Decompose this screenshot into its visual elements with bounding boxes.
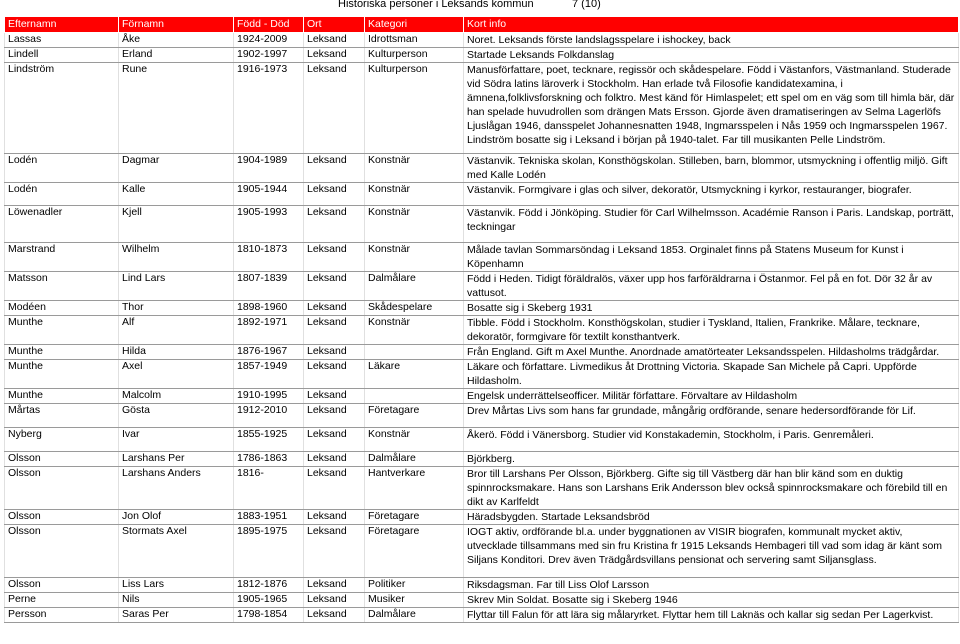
cell-ort: Leksand xyxy=(304,48,365,63)
cell-ort: Leksand xyxy=(304,467,365,510)
page-number: 7 (10) xyxy=(572,0,601,10)
table-row xyxy=(5,428,959,452)
cell-kategori: Konstnär xyxy=(365,206,464,243)
cell-kort-info: Startade Leksands Folkdanslag xyxy=(464,48,959,63)
header-fornamn: Förnamn xyxy=(119,17,234,33)
cell-fornamn: Erland xyxy=(119,48,234,63)
cell-efternamn: Lassas xyxy=(5,33,119,48)
table-row xyxy=(5,301,959,316)
cell-fornamn: Axel xyxy=(119,360,234,389)
cell-fornamn: Stormats Axel xyxy=(119,525,234,578)
table-row xyxy=(5,33,959,48)
cell-efternamn: Lindell xyxy=(5,48,119,63)
cell-fornamn: Rune xyxy=(119,63,234,154)
cell-ort: Leksand xyxy=(304,206,365,243)
document-title: Historiska personer i Leksands kommun xyxy=(338,0,534,10)
cell-fodd-dod: 1876-1967 xyxy=(234,345,304,360)
cell-ort: Leksand xyxy=(304,578,365,593)
cell-fodd-dod: 1892-1971 xyxy=(234,316,304,345)
cell-fornamn: Thor xyxy=(119,301,234,316)
cell-fodd-dod: 1816- xyxy=(234,467,304,510)
table-row xyxy=(5,389,959,404)
cell-kategori: Företagare xyxy=(365,525,464,578)
table-row xyxy=(5,404,959,428)
cell-fornamn: Liss Lars xyxy=(119,578,234,593)
cell-kort-info: Manusförfattare, poet, tecknare, regissör och skådespelare. Född i Västanfors, Västmanland. Studerade vid Södra latins läroverk i Stockholm. Han erlade två Filosofie kandidatexamina, i ämnena,folklivsforskning och folktro. Mest känd för Himlaspelet; ett spel om en väg som till himla bär, där han spelade huvudrollen som drängen Mats Ersson. Gjorde även dramatiseringen av Selma Lagerlöfs Ljuslågan 1946, dansspelet Johannesnatten 1948, Ingmarsspelen i Nås 1959 och Ingmarsspelen 1967. Lindström bosatte sig i Leksand i början på 1940-talet. Far till musikanten Pelle Lindström. xyxy=(464,63,959,154)
cell-efternamn: Marstrand xyxy=(5,243,119,272)
cell-fornamn: Åke xyxy=(119,33,234,48)
cell-efternamn: Munthe xyxy=(5,389,119,404)
cell-fornamn: Jon Olof xyxy=(119,510,234,525)
cell-ort: Leksand xyxy=(304,301,365,316)
cell-ort: Leksand xyxy=(304,154,365,183)
cell-kategori: Konstnär xyxy=(365,154,464,183)
cell-kategori: Idrottsman xyxy=(365,33,464,48)
cell-fornamn: Larshans Per xyxy=(119,452,234,467)
cell-kort-info: Flyttar till Falun för att lära sig målaryrket. Flyttar hem till Laknäs och kallar sig sedan Per Lagerkvist. xyxy=(464,608,959,623)
cell-fodd-dod: 1912-2010 xyxy=(234,404,304,428)
cell-kort-info: Målade tavlan Sommarsöndag i Leksand 1853. Orginalet finns på Statens Museum for Kunst i Köpenhamn xyxy=(464,243,959,272)
cell-kategori: Konstnär xyxy=(365,183,464,206)
table-row xyxy=(5,63,959,154)
cell-kort-info: Skrev Min Soldat. Bosatte sig i Skeberg 1946 xyxy=(464,593,959,608)
table-row xyxy=(5,510,959,525)
cell-ort: Leksand xyxy=(304,525,365,578)
table-row xyxy=(5,360,959,389)
cell-efternamn: Munthe xyxy=(5,360,119,389)
table-row xyxy=(5,272,959,301)
table-row xyxy=(5,525,959,578)
cell-fornamn: Gösta xyxy=(119,404,234,428)
cell-efternamn: Olsson xyxy=(5,452,119,467)
cell-kort-info: Noret. Leksands förste landslagsspelare i ishockey, back xyxy=(464,33,959,48)
table-row xyxy=(5,467,959,510)
cell-kategori: Musiker xyxy=(365,593,464,608)
cell-kategori: Företagare xyxy=(365,510,464,525)
cell-fodd-dod: 1895-1975 xyxy=(234,525,304,578)
cell-kategori: Politiker xyxy=(365,578,464,593)
header-kort-info: Kort info xyxy=(464,17,959,33)
cell-efternamn: Olsson xyxy=(5,510,119,525)
cell-fornamn: Hilda xyxy=(119,345,234,360)
cell-kategori: Dalmålare xyxy=(365,608,464,623)
cell-efternamn: Munthe xyxy=(5,345,119,360)
cell-fodd-dod: 1905-1993 xyxy=(234,206,304,243)
cell-efternamn: Olsson xyxy=(5,578,119,593)
cell-kort-info: Västanvik. Född i Jönköping. Studier för Carl Wilhelmsson. Académie Ranson i Paris. Landskap, porträtt, teckningar xyxy=(464,206,959,243)
cell-efternamn: Olsson xyxy=(5,467,119,510)
cell-fodd-dod: 1855-1925 xyxy=(234,428,304,452)
cell-efternamn: Persson xyxy=(5,608,119,623)
cell-efternamn: Lodén xyxy=(5,154,119,183)
cell-kort-info: Riksdagsman. Far till Liss Olof Larsson xyxy=(464,578,959,593)
historical-persons-table xyxy=(4,16,959,623)
cell-ort: Leksand xyxy=(304,183,365,206)
cell-ort: Leksand xyxy=(304,345,365,360)
cell-ort: Leksand xyxy=(304,360,365,389)
cell-efternamn: Mårtas xyxy=(5,404,119,428)
cell-efternamn: Lindström xyxy=(5,63,119,154)
cell-ort: Leksand xyxy=(304,243,365,272)
cell-efternamn: Olsson xyxy=(5,525,119,578)
cell-kort-info: Bror till Larshans Per Olsson, Björkberg. Gifte sig till Västberg där han blir känd som en duktig spinnrocksmakare. Hans son Larshans Erik Andersson blev också spinnrocksmakare och förebild till en dikt av Karlfeldt xyxy=(464,467,959,510)
cell-fodd-dod: 1786-1863 xyxy=(234,452,304,467)
table-row xyxy=(5,243,959,272)
cell-fodd-dod: 1902-1997 xyxy=(234,48,304,63)
cell-efternamn: Munthe xyxy=(5,316,119,345)
cell-kategori: Konstnär xyxy=(365,428,464,452)
header-kategori: Kategori xyxy=(365,17,464,33)
cell-ort: Leksand xyxy=(304,452,365,467)
cell-kort-info: Västanvik. Tekniska skolan, Konsthögskolan. Stilleben, barn, blommor, utsmyckning i offentlig miljö. Gift med Kalle Lodén xyxy=(464,154,959,183)
cell-kategori: Kulturperson xyxy=(365,48,464,63)
cell-kategori: Dalmålare xyxy=(365,272,464,301)
cell-kategori: Läkare xyxy=(365,360,464,389)
cell-ort: Leksand xyxy=(304,389,365,404)
table-row xyxy=(5,154,959,183)
cell-efternamn: Löwenadler xyxy=(5,206,119,243)
cell-kategori: Konstnär xyxy=(365,316,464,345)
table-row xyxy=(5,578,959,593)
table-row xyxy=(5,452,959,467)
cell-fodd-dod: 1798-1854 xyxy=(234,608,304,623)
cell-fodd-dod: 1883-1951 xyxy=(234,510,304,525)
cell-fodd-dod: 1810-1873 xyxy=(234,243,304,272)
cell-kort-info: Drev Mårtas Livs som hans far grundade, mångårig ordförande, senare hedersordförande för Lif. xyxy=(464,404,959,428)
cell-efternamn: Perne xyxy=(5,593,119,608)
cell-fodd-dod: 1916-1973 xyxy=(234,63,304,154)
cell-fornamn: Nils xyxy=(119,593,234,608)
cell-ort: Leksand xyxy=(304,428,365,452)
cell-kort-info: Björkberg. xyxy=(464,452,959,467)
cell-kort-info: IOGT aktiv, ordförande bl.a. under byggnationen av VISIR biografen, kommunalt mycket aktiv, utvecklade tillsammans med sin fru Kristina fr 1915 Leksands Hembageri till vad som idag är känt som Siljans Konditori. Drev även Trädgårdsvillans pensionat och servering samt Siljansglass. xyxy=(464,525,959,578)
header-ort: Ort xyxy=(304,17,365,33)
page-header xyxy=(0,0,960,14)
cell-kort-info: Åkerö. Född i Vänersborg. Studier vid Konstakademin, Stockholm, i Paris. Genremåleri. xyxy=(464,428,959,452)
cell-fornamn: Alf xyxy=(119,316,234,345)
cell-kort-info: Västanvik. Formgivare i glas och silver, dekoratör, Utsmyckning i kyrkor, restauranger, biografer. xyxy=(464,183,959,206)
cell-efternamn: Nyberg xyxy=(5,428,119,452)
cell-kategori: Dalmålare xyxy=(365,452,464,467)
cell-efternamn: Lodén xyxy=(5,183,119,206)
cell-ort: Leksand xyxy=(304,510,365,525)
cell-kort-info: Från England. Gift m Axel Munthe. Anordnade amatörteater Leksandsspelen. Hildasholms trädgårdar. xyxy=(464,345,959,360)
cell-efternamn: Modéen xyxy=(5,301,119,316)
table-row xyxy=(5,608,959,623)
cell-ort: Leksand xyxy=(304,63,365,154)
cell-fodd-dod: 1905-1965 xyxy=(234,593,304,608)
table-row xyxy=(5,48,959,63)
cell-kort-info: Tibble. Född i Stockholm. Konsthögskolan, studier i Tyskland, Italien, Frankrike. Målare, tecknare, dekoratör, formgivare för textilt konsthantverk. xyxy=(464,316,959,345)
cell-fornamn: Larshans Anders xyxy=(119,467,234,510)
cell-fornamn: Saras Per xyxy=(119,608,234,623)
cell-fodd-dod: 1924-2009 xyxy=(234,33,304,48)
cell-fornamn: Kjell xyxy=(119,206,234,243)
cell-fodd-dod: 1898-1960 xyxy=(234,301,304,316)
cell-kategori: Kulturperson xyxy=(365,63,464,154)
cell-kategori xyxy=(365,345,464,360)
cell-ort: Leksand xyxy=(304,272,365,301)
table-row xyxy=(5,183,959,206)
table-row xyxy=(5,206,959,243)
cell-kort-info: Engelsk underrättelseofficer. Militär författare. Förvaltare av Hildasholm xyxy=(464,389,959,404)
table-row xyxy=(5,345,959,360)
cell-fornamn: Malcolm xyxy=(119,389,234,404)
cell-kort-info: Läkare och författare. Livmedikus åt Drottning Victoria. Skapade San Michele på Capri. Uppförde Hildasholm. xyxy=(464,360,959,389)
cell-fodd-dod: 1905-1944 xyxy=(234,183,304,206)
cell-ort: Leksand xyxy=(304,316,365,345)
header-efternamn: Efternamn xyxy=(5,17,119,33)
cell-kategori: Företagare xyxy=(365,404,464,428)
header-fodd-dod: Född - Död xyxy=(234,17,304,33)
cell-kort-info: Häradsbygden. Startade Leksandsbröd xyxy=(464,510,959,525)
cell-kategori: Hantverkare xyxy=(365,467,464,510)
cell-kort-info: Född i Heden. Tidigt föräldralös, växer upp hos farföräldrarna i Östanmor. Fel på en fot. Dör 32 år av vattusot. xyxy=(464,272,959,301)
cell-fodd-dod: 1807-1839 xyxy=(234,272,304,301)
cell-efternamn: Matsson xyxy=(5,272,119,301)
cell-kategori: Konstnär xyxy=(365,243,464,272)
cell-fornamn: Ivar xyxy=(119,428,234,452)
cell-ort: Leksand xyxy=(304,33,365,48)
cell-fornamn: Kalle xyxy=(119,183,234,206)
cell-ort: Leksand xyxy=(304,608,365,623)
table-row xyxy=(5,316,959,345)
header-row xyxy=(5,17,959,33)
cell-fodd-dod: 1910-1995 xyxy=(234,389,304,404)
cell-fodd-dod: 1857-1949 xyxy=(234,360,304,389)
cell-kort-info: Bosatte sig i Skeberg 1931 xyxy=(464,301,959,316)
cell-kategori: Skådespelare xyxy=(365,301,464,316)
cell-ort: Leksand xyxy=(304,593,365,608)
cell-fodd-dod: 1904-1989 xyxy=(234,154,304,183)
cell-fornamn: Wilhelm xyxy=(119,243,234,272)
cell-fornamn: Dagmar xyxy=(119,154,234,183)
cell-kategori xyxy=(365,389,464,404)
table-row xyxy=(5,593,959,608)
cell-fodd-dod: 1812-1876 xyxy=(234,578,304,593)
cell-fornamn: Lind Lars xyxy=(119,272,234,301)
cell-ort: Leksand xyxy=(304,404,365,428)
